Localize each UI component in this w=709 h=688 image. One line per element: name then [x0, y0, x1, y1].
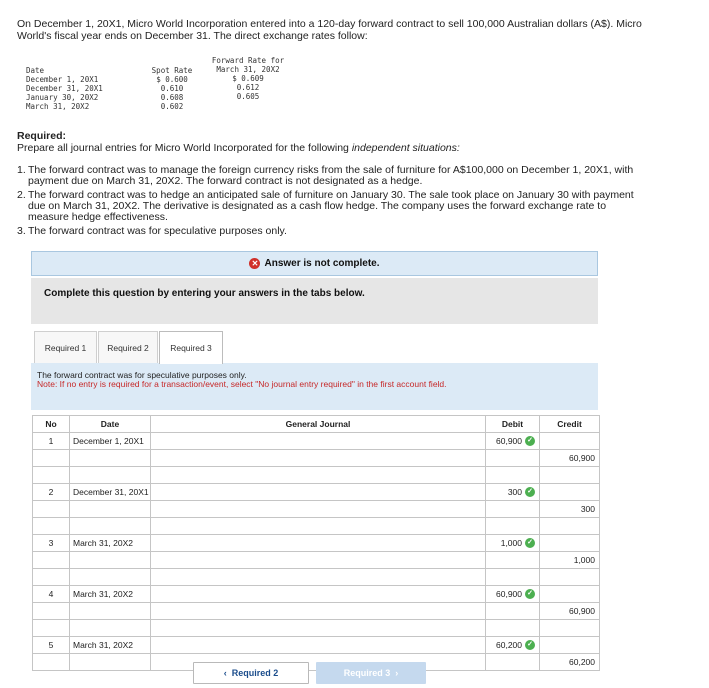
table-row: [33, 586, 600, 603]
requirement-item: [17, 190, 645, 223]
debit-cell[interactable]: [486, 552, 540, 569]
credit-cell[interactable]: [540, 637, 600, 654]
rate-date: January 30, 20X2: [26, 93, 99, 102]
entry-date: [70, 552, 151, 569]
account-field[interactable]: [151, 450, 486, 467]
complete-prompt-box: [31, 278, 598, 324]
requirement-item: [17, 165, 645, 187]
entry-number: 2: [33, 484, 70, 501]
answer-status-text: Answer is not complete.: [264, 258, 380, 269]
next-required-button[interactable]: Required 3 ›: [316, 662, 426, 684]
entry-date[interactable]: March 31, 20X2: [70, 637, 151, 654]
rate-date-column: [26, 66, 136, 111]
table-row: [33, 535, 600, 552]
tab-required-2[interactable]: Required 2: [98, 331, 158, 363]
forward-rate-header-1: Forward Rate for: [211, 56, 285, 65]
required-label: Required:: [17, 130, 67, 142]
entry-date[interactable]: December 1, 20X1: [70, 433, 151, 450]
requirement-text: The forward contract was to hedge an anticipated sale of furniture on January 30. The sale took place on January 30 with payment due on March 31, 20X2. The derivative is designated as a cash flow hedge. The company uses the forward exchange rate to measure hedge effectiveness.: [28, 189, 634, 223]
chevron-right-icon: ›: [390, 668, 399, 678]
row-spacer: [33, 620, 600, 637]
requirement-number: 1.: [17, 164, 26, 176]
credit-cell[interactable]: [540, 535, 600, 552]
forward-rate: 0.605: [236, 92, 260, 101]
account-field[interactable]: [151, 637, 486, 654]
entry-number: 4: [33, 586, 70, 603]
entry-date: [70, 501, 151, 518]
check-icon: ✓: [525, 538, 535, 548]
debit-cell[interactable]: [486, 654, 540, 671]
answer-status-bar: [31, 251, 598, 276]
forward-rate: $ 0.609: [232, 74, 264, 83]
table-row: [33, 484, 600, 501]
col-header-general-journal: General Journal: [151, 416, 486, 433]
account-field[interactable]: [151, 535, 486, 552]
problem-intro: On December 1, 20X1, Micro World Incorporation entered into a 120-day forward contract to sell 100,000 Australian dollars (A$). Micro World's fiscal year ends on December 31. The direct exchange rates follow:: [17, 18, 642, 42]
instruction-note: Note: If no entry is required for a transaction/event, select "No journal entry required" in the first account field.: [37, 379, 447, 389]
table-row: [33, 552, 600, 569]
debit-cell[interactable]: [486, 450, 540, 467]
requirement-number: 2.: [17, 189, 26, 201]
entry-number: 5: [33, 637, 70, 654]
journal-table: [32, 415, 600, 671]
requirement-text: The forward contract was to manage the foreign currency risks from the sale of furniture for A$100,000 on December 1, 20X1, with payment due on March 31, 20X2. The forward contract is not designated as a hedge.: [28, 164, 634, 187]
complete-prompt-text: Complete this question by entering your answers in the tabs below.: [44, 288, 365, 299]
entry-date[interactable]: December 31, 20X1: [70, 484, 151, 501]
account-field[interactable]: [151, 433, 486, 450]
credit-cell[interactable]: 60,900: [540, 450, 600, 467]
rate-date: December 31, 20X1: [26, 84, 103, 93]
entry-date[interactable]: March 31, 20X2: [70, 535, 151, 552]
col-header-debit: Debit: [486, 416, 540, 433]
requirement-list: [17, 165, 645, 240]
error-x-icon: ✕: [249, 258, 260, 269]
credit-cell[interactable]: 60,900: [540, 603, 600, 620]
col-header-no: No: [33, 416, 70, 433]
account-field[interactable]: [151, 552, 486, 569]
entry-number: [33, 654, 70, 671]
requirement-item: [17, 226, 645, 237]
entry-number: 1: [33, 433, 70, 450]
table-row: [33, 603, 600, 620]
check-icon: ✓: [525, 589, 535, 599]
spot-rate-column: [148, 66, 196, 111]
entry-number: [33, 501, 70, 518]
row-spacer: [33, 518, 600, 535]
rate-date: December 1, 20X1: [26, 75, 99, 84]
debit-cell[interactable]: 60,900 ✓: [486, 433, 540, 450]
spot-rate: $ 0.600: [156, 75, 188, 84]
spot-rate-header: Spot Rate: [151, 66, 193, 75]
table-row: [33, 637, 600, 654]
rate-date: March 31, 20X2: [26, 102, 90, 111]
entry-date: [70, 450, 151, 467]
debit-cell[interactable]: [486, 603, 540, 620]
table-row: [33, 433, 600, 450]
entry-date[interactable]: March 31, 20X2: [70, 586, 151, 603]
row-spacer: [33, 467, 600, 484]
credit-cell[interactable]: [540, 433, 600, 450]
debit-cell[interactable]: 60,200 ✓: [486, 637, 540, 654]
table-row: [33, 501, 600, 518]
credit-cell[interactable]: [540, 484, 600, 501]
entry-date: [70, 603, 151, 620]
entry-number: [33, 603, 70, 620]
entry-date: [70, 654, 151, 671]
debit-cell[interactable]: 1,000 ✓: [486, 535, 540, 552]
credit-cell[interactable]: 1,000: [540, 552, 600, 569]
spot-rate: 0.610: [160, 84, 184, 93]
requirement-number: 3.: [17, 225, 26, 237]
table-row: [33, 450, 600, 467]
credit-cell[interactable]: [540, 586, 600, 603]
credit-cell[interactable]: 60,200: [540, 654, 600, 671]
check-icon: ✓: [525, 487, 535, 497]
tab-required-3[interactable]: Required 3: [159, 331, 223, 364]
tab-required-1[interactable]: Required 1: [34, 331, 97, 363]
entry-number: [33, 450, 70, 467]
forward-rate-header-2: March 31, 20X2: [216, 65, 280, 74]
col-header-date: Date: [70, 416, 151, 433]
check-icon: ✓: [525, 640, 535, 650]
required-prompt-emphasis: independent situations:: [351, 142, 460, 154]
requirement-text: The forward contract was for speculative purposes only.: [28, 225, 287, 237]
rate-date-header: Date: [26, 66, 45, 75]
chevron-left-icon: ‹: [223, 668, 232, 678]
debit-cell[interactable]: [486, 501, 540, 518]
required-heading: [17, 130, 460, 154]
account-field[interactable]: [151, 484, 486, 501]
instruction-box: [31, 363, 598, 410]
account-field[interactable]: [151, 501, 486, 518]
required-prompt: Prepare all journal entries for Micro World Incorporated for the following independent situations:: [17, 142, 460, 154]
debit-cell[interactable]: 300 ✓: [486, 484, 540, 501]
account-field[interactable]: [151, 603, 486, 620]
check-icon: ✓: [525, 436, 535, 446]
instruction-text: The forward contract was for speculative purposes only.: [37, 370, 247, 380]
journal-header-row: [33, 416, 600, 433]
row-spacer: [33, 569, 600, 586]
forward-rate: 0.612: [236, 83, 260, 92]
entry-number: 3: [33, 535, 70, 552]
credit-cell[interactable]: 300: [540, 501, 600, 518]
spot-rate: 0.608: [160, 93, 184, 102]
account-field[interactable]: [151, 586, 486, 603]
debit-cell[interactable]: 60,900 ✓: [486, 586, 540, 603]
entry-number: [33, 552, 70, 569]
spot-rate: 0.602: [160, 102, 184, 111]
col-header-credit: Credit: [540, 416, 600, 433]
prev-required-button[interactable]: ‹ Required 2: [193, 662, 309, 684]
forward-rate-column: [208, 56, 288, 101]
